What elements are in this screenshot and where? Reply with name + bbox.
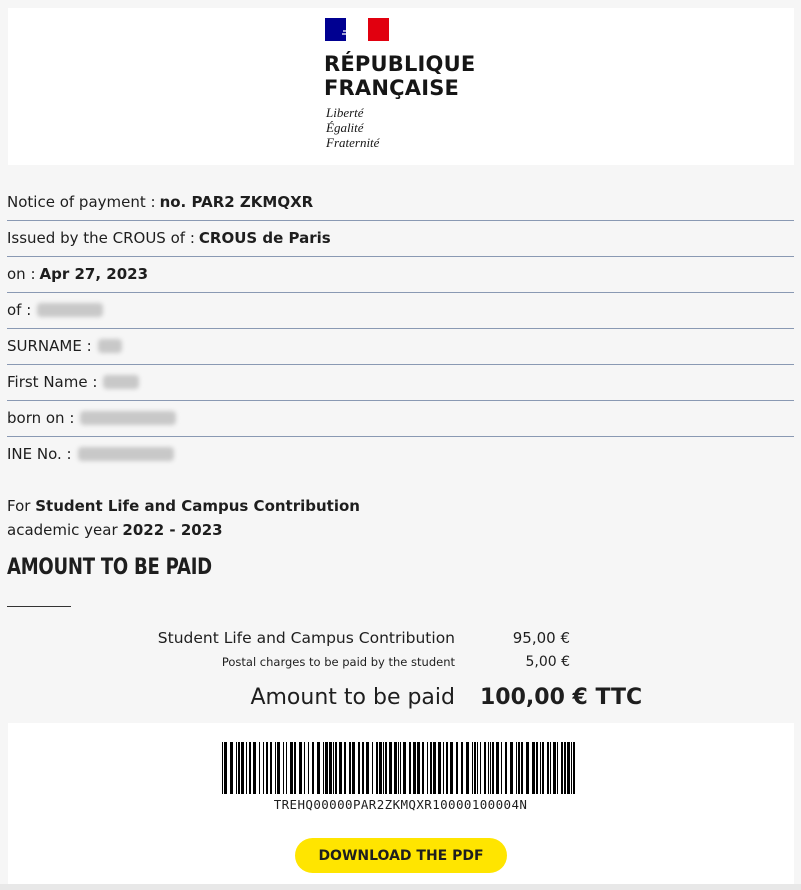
contribution-name: Student Life and Campus Contribution — [35, 497, 360, 515]
firstname-row — [7, 365, 794, 401]
contribution-line-value: 95,00 € — [512, 629, 570, 647]
download-pdf-button[interactable]: DOWNLOAD THE PDF — [295, 838, 507, 873]
date-row — [7, 257, 794, 293]
total-label: Amount to be paid — [250, 685, 455, 710]
payment-info — [7, 185, 794, 473]
motto-fraternite: Fraternité — [326, 135, 380, 150]
barcode-text: TREHQ00000PAR2ZKMQXR10000100004N — [273, 797, 528, 812]
issued-value: CROUS de Paris — [198, 228, 331, 247]
academic-year-line — [7, 518, 360, 542]
postal-line-label: Postal charges to be paid by the student — [221, 655, 455, 669]
redacted-value — [37, 303, 103, 317]
postal-line-value: 5,00 € — [525, 654, 570, 670]
redacted-value — [78, 447, 174, 461]
redacted-value — [80, 411, 176, 425]
ine-label: INE No. : — [7, 445, 72, 463]
issued-row — [7, 221, 794, 257]
surname-row — [7, 329, 794, 365]
redacted-value — [98, 339, 122, 353]
marianne-logo — [325, 18, 389, 41]
of-row — [7, 293, 794, 329]
birthdate-row — [7, 401, 794, 437]
amount-heading: AMOUNT TO BE PAID — [7, 555, 212, 580]
total-value: 100,00 € TTC — [480, 685, 643, 710]
republic-title-line2: FRANÇAISE — [324, 76, 460, 100]
ine-row — [7, 437, 794, 473]
notice-label: Notice of payment : — [7, 192, 156, 211]
heading-divider — [7, 606, 71, 607]
motto-egalite: Égalité — [326, 120, 364, 135]
academic-year-label: academic year — [7, 521, 118, 539]
for-label: For — [7, 497, 31, 515]
academic-year-value: 2022 - 2023 — [122, 521, 223, 539]
motto-liberte: Liberté — [326, 105, 364, 120]
date-value: Apr 27, 2023 — [39, 264, 149, 283]
republic-title — [324, 52, 475, 100]
notice-row — [7, 185, 794, 221]
header-card — [8, 8, 794, 165]
firstname-label: First Name : — [7, 372, 98, 391]
surname-label: SURNAME : — [7, 336, 92, 355]
notice-value: no. PAR2 ZKMQXR — [159, 192, 314, 211]
date-label: on : — [7, 264, 36, 283]
birthdate-label: born on : — [7, 408, 75, 427]
of-label: of : — [7, 300, 32, 319]
marianne-icon — [339, 21, 373, 39]
redacted-value — [103, 375, 139, 389]
republic-motto — [326, 105, 379, 150]
barcode — [222, 742, 578, 794]
issued-label: Issued by the CROUS of : — [7, 228, 195, 247]
republic-title-line1: RÉPUBLIQUE — [324, 52, 476, 76]
contribution-line-label: Student Life and Campus Contribution — [157, 629, 455, 647]
horizontal-scrollbar[interactable] — [0, 884, 801, 890]
contribution-line — [7, 494, 360, 518]
contribution-block — [7, 494, 360, 542]
